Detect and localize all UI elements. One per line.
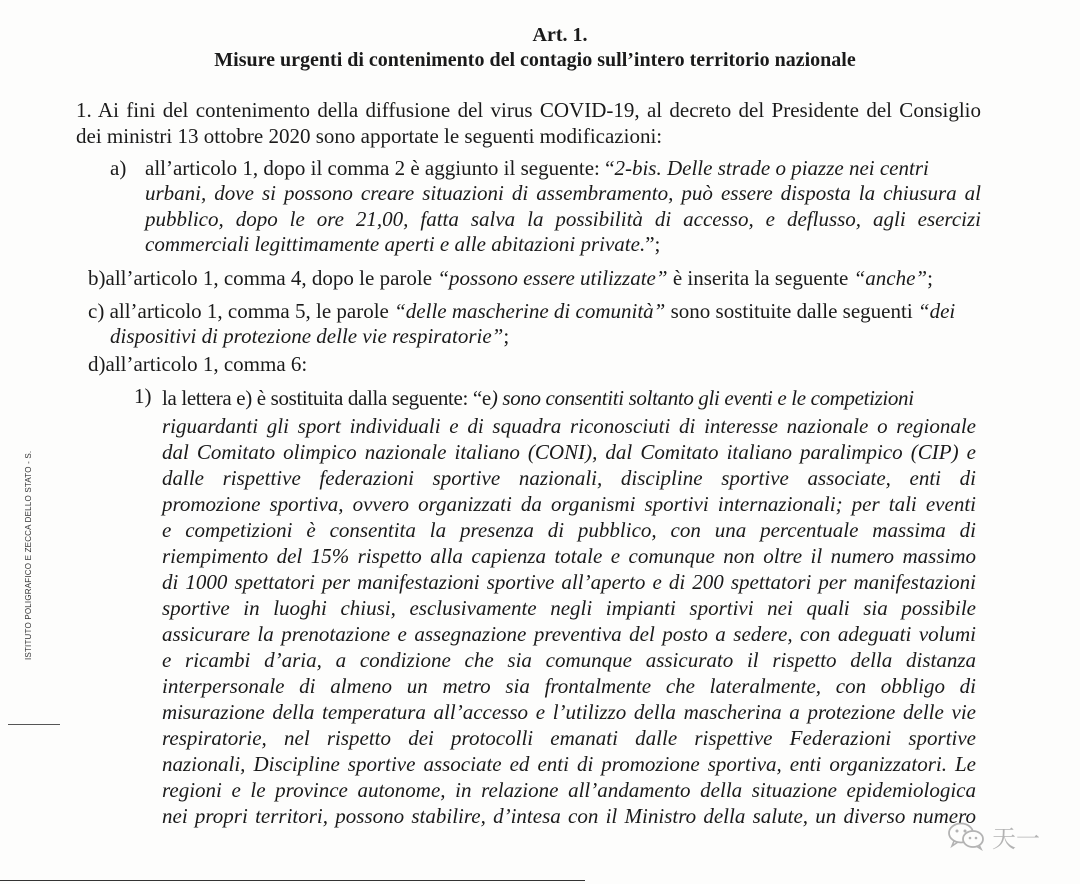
- item-c-line-1: c) all’articolo 1, comma 5, le parole “delle mascherine di comunità” sono sostituite dalle seguenti “dei: [88, 299, 956, 323]
- sub-item-1-line-5: promozione sportiva, ovvero organizzati da organismi sportivi internazionali; per tali eventi: [162, 492, 976, 516]
- sub-item-1-line-6: e competizioni è consentita la presenza di pubblico, con una percentuale massima di: [162, 518, 976, 542]
- sub-item-1-line-9: sportive in luoghi chiusi, esclusivamente negli impianti sportivi nei quali sia possibile: [162, 596, 976, 620]
- item-a-line-2: urbani, dove si possono creare situazioni di assembramento, può essere disposta la chiusura al: [145, 181, 981, 205]
- sub-item-1-line-10: assicurare la prenotazione e assegnazione preventiva del posto a sedere, con adeguati volumi: [162, 622, 976, 646]
- sub-item-1-line-14: respiratorie, nel rispetto dei protocolli emanati dalle rispettive Federazioni sportive: [162, 726, 976, 750]
- bottom-rule: [0, 880, 585, 881]
- article-title: Art. 1.: [532, 24, 588, 46]
- item-a-line-1: all’articolo 1, dopo il comma 2 è aggiunto il seguente: “2-bis. Delle strade o piazze nei centri: [145, 156, 929, 180]
- margin-publisher-note: ISTITUTO POLIGRAFICO E ZECCA DELLO STATO - S.: [24, 450, 33, 660]
- sub-item-1-line-15: nazionali, Discipline sportive associate ed enti di promozione sportiva, enti organizzatori. Le: [162, 752, 976, 776]
- paragraph-1-line-1: 1. Ai fini del contenimento della diffusione del virus COVID-19, al decreto del Presidente del Consiglio: [76, 98, 981, 122]
- sub-item-1-line-13: misurazione della temperatura all’accesso e l’utilizzo della mascherina a protezione delle vie: [162, 700, 976, 724]
- paragraph-1-line-2: dei ministri 13 ottobre 2020 sono apportate le seguenti modificazioni:: [76, 124, 663, 148]
- watermark-text: 天一: [992, 824, 1040, 853]
- item-d-line: d)all’articolo 1, comma 6:: [88, 352, 308, 376]
- item-a-line-3: pubblico, dopo le ore 21,00, fatta salva la possibilità di accesso, e deflusso, agli esercizi: [145, 207, 981, 231]
- sub-item-1-line-11: e ricambi d’aria, a condizione che sia comunque assicurato il rispetto della distanza: [162, 648, 976, 672]
- sub-item-1-line-12: interpersonale di almeno un metro sia frontalmente che lateralmente, con obbligo di: [162, 674, 976, 698]
- sub-item-1-line-2: riguardanti gli sport individuali e di squadra riconosciuti di interesse nazionale o regionale: [162, 414, 976, 438]
- margin-dash: [8, 724, 60, 725]
- item-b-line: b)all’articolo 1, comma 4, dopo le parole “possono essere utilizzate” è inserita la seguente “anche”;: [88, 266, 933, 290]
- article-subtitle: Misure urgenti di contenimento del contagio sull’intero territorio nazionale: [214, 49, 856, 71]
- sub-item-1-line-8: di 1000 spettatori per manifestazioni sportive all’aperto e di 200 spettatori per manifestazioni: [162, 570, 976, 594]
- item-c-line-2: dispositivi di protezione delle vie respiratorie”;: [110, 324, 510, 348]
- sub-item-1-line-4: dalle rispettive federazioni sportive nazionali, discipline sportive associate, enti di: [162, 466, 976, 490]
- sub-item-1-line-1: la lettera e) è sostituita dalla seguente: “e) sono consentiti soltanto gli eventi e le competizioni: [162, 386, 914, 410]
- item-a-line-4: commerciali legittimamente aperti e alle abitazioni private.”;: [145, 232, 661, 256]
- watermark: [946, 818, 1040, 854]
- wechat-logo-icon: [946, 821, 986, 851]
- item-a-marker: a): [110, 156, 127, 180]
- sub-item-1-line-7: riempimento del 15% rispetto alla capienza totale e comunque non oltre il numero massimo: [162, 544, 976, 568]
- sub-item-1-line-3: dal Comitato olimpico nazionale italiano (CONI), dal Comitato italiano paralimpico (CIP) e: [162, 440, 976, 464]
- sub-item-1-marker: 1): [134, 384, 152, 408]
- sub-item-1-line-16: regioni e le province autonome, in relazione all’andamento della situazione epidemiologica: [162, 778, 976, 802]
- sub-item-1-line-17: nei propri territori, possono stabilire, d’intesa con il Ministro della salute, un diverso numero: [162, 804, 976, 828]
